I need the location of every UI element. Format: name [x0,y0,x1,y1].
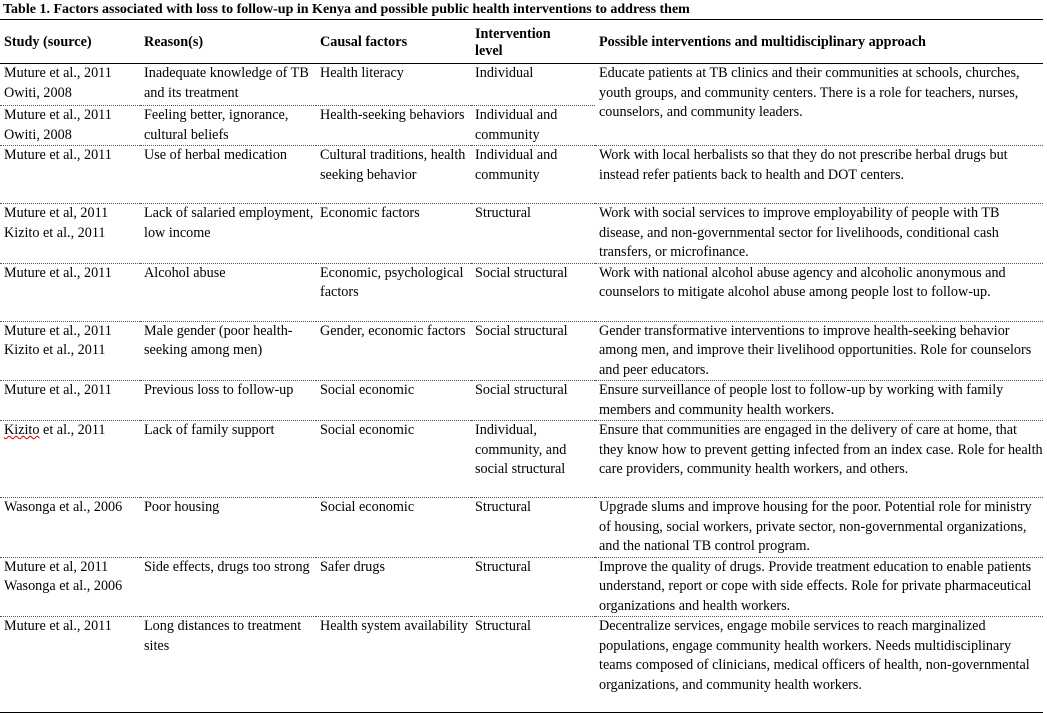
cell-causal: Safer drugs [316,557,471,617]
table-row [0,421,1043,498]
cell-intervention: Ensure that communities are engaged in the delivery of care at home, that they know how to prevent getting infected from an index case. Role for health care providers, community health workers, and others. [595,421,1043,498]
study-source: Muture et al., 2011 [4,264,112,281]
table-row [0,617,1043,713]
cell-causal: Social economic [316,381,471,421]
cell-study [0,381,140,421]
cell-causal: Health literacy [316,64,471,106]
cell-intervention: Decentralize services, engage mobile services to reach marginalized populations, engage community health workers. Needs multidisciplinary teams composed of clinicians, medical officers of health, non-governmental organizations, and community health workers. [595,617,1043,713]
header-level-line2: level [475,42,503,59]
cell-causal: Health system availability [316,617,471,713]
header-level-line1: Intervention [475,25,551,42]
cell-level: Social structural [471,381,595,421]
cell-reason: Alcohol abuse [140,263,316,321]
cell-intervention: Work with national alcohol abuse agency and alcoholic anonymous and counselors to mitigate alcohol abuse among people lost to follow-up. [595,263,1043,321]
study-source: Muture et al., 2011 [4,65,112,81]
cell-intervention: Work with social services to improve employability of people with TB disease, and non-governmental sector for livelihoods, conditional cash transfers, or microfinance. [595,204,1043,264]
cell-reason: Male gender (poor health-seeking among men) [140,321,316,381]
study-source: Kizito et al., 2011 [4,224,106,241]
factors-table [0,20,1043,713]
cell-intervention: Upgrade slums and improve housing for the poor. Potential role for ministry of housing, social workers, private sector, non-governmental organizations, and the national TB control program. [595,498,1043,558]
table-row [0,204,1043,264]
header-causal-factors: Causal factors [316,20,471,64]
cell-level: Individual and community [471,106,595,146]
study-source: Muture et al., 2011 [4,382,112,398]
cell-causal: Economic, psychological factors [316,263,471,321]
cell-level: Structural [471,204,595,264]
table-row [0,263,1043,321]
cell-level: Structural [471,498,595,558]
study-source: Muture et al., 2011 [4,107,112,123]
table-row [0,381,1043,421]
table-row [0,321,1043,381]
cell-causal: Gender, economic factors [316,321,471,381]
table-header-row [0,20,1043,64]
cell-reason: Long distances to treatment sites [140,617,316,713]
study-source-misspelled: Kizito [4,422,40,438]
cell-level: Individual [471,64,595,106]
cell-causal: Health-seeking behaviors [316,106,471,146]
cell-reason: Inadequate knowledge of TB and its treatment [140,64,316,106]
cell-reason: Side effects, drugs too strong [140,557,316,617]
study-source: Muture et al., 2011 [4,322,112,339]
cell-causal: Economic factors [316,204,471,264]
cell-reason: Poor housing [140,498,316,558]
cell-level: Social structural [471,321,595,381]
study-source: Owiti, 2008 [4,126,72,143]
cell-study [0,146,140,204]
cell-study [0,263,140,321]
cell-reason: Lack of salaried employment, low income [140,204,316,264]
cell-intervention: Educate patients at TB clinics and their communities at schools, churches, youth groups, and community centers. There is a role for teachers, nurses, counselors, and community leaders. [595,64,1043,146]
table-row [0,146,1043,204]
cell-reason: Lack of family support [140,421,316,498]
cell-causal: Cultural traditions, health seeking behavior [316,146,471,204]
cell-intervention: Gender transformative interventions to improve health-seeking behavior among men, and improve their livelihood opportunities. Role for counselors and peer educators. [595,321,1043,381]
study-source: Muture et al, 2011 [4,205,109,221]
cell-intervention: Work with local herbalists so that they do not prescribe herbal drugs but instead refer patients back to health and DOT centers. [595,146,1043,204]
cell-level: Structural [471,617,595,713]
cell-intervention: Improve the quality of drugs. Provide treatment education to enable patients understand, report or cope with side effects. Role for private pharmaceutical organizations and health workers. [595,557,1043,617]
cell-reason: Previous loss to follow-up [140,381,316,421]
cell-study [0,421,140,498]
study-source: Muture et al., 2011 [4,147,112,163]
table-caption: Table 1. Factors associated with loss to follow-up in Kenya and possible public health interventions to address them [3,2,690,17]
cell-level: Individual and community [471,146,595,204]
cell-intervention: Ensure surveillance of people lost to follow-up by working with family members and community health workers. [595,381,1043,421]
study-source: Owiti, 2008 [4,84,72,101]
cell-study [0,106,140,146]
cell-study [0,64,140,106]
study-source: Muture et al., 2011 [4,618,112,634]
table-row [0,64,1043,106]
cell-reason: Feeling better, ignorance, cultural beliefs [140,106,316,146]
cell-level: Individual, community, and social structural [471,421,595,498]
table-row [0,498,1043,558]
study-source: et al., 2011 [39,422,106,438]
header-reason: Reason(s) [140,20,316,64]
study-source: Muture et al, 2011 [4,558,109,575]
cell-study [0,204,140,264]
header-study: Study (source) [0,20,140,64]
cell-study [0,321,140,381]
cell-study: Wasonga et al., 2006 [0,498,140,558]
cell-causal: Social economic [316,421,471,498]
cell-level: Structural [471,557,595,617]
header-intervention-level [471,20,595,64]
cell-causal: Social economic [316,498,471,558]
cell-study [0,557,140,617]
cell-reason: Use of herbal medication [140,146,316,204]
cell-level: Social structural [471,263,595,321]
study-source: Wasonga et al., 2006 [4,578,123,594]
header-interventions: Possible interventions and multidisciplinary approach [595,20,1043,64]
cell-study [0,617,140,713]
table-row [0,557,1043,617]
study-source: Kizito et al., 2011 [4,342,106,358]
